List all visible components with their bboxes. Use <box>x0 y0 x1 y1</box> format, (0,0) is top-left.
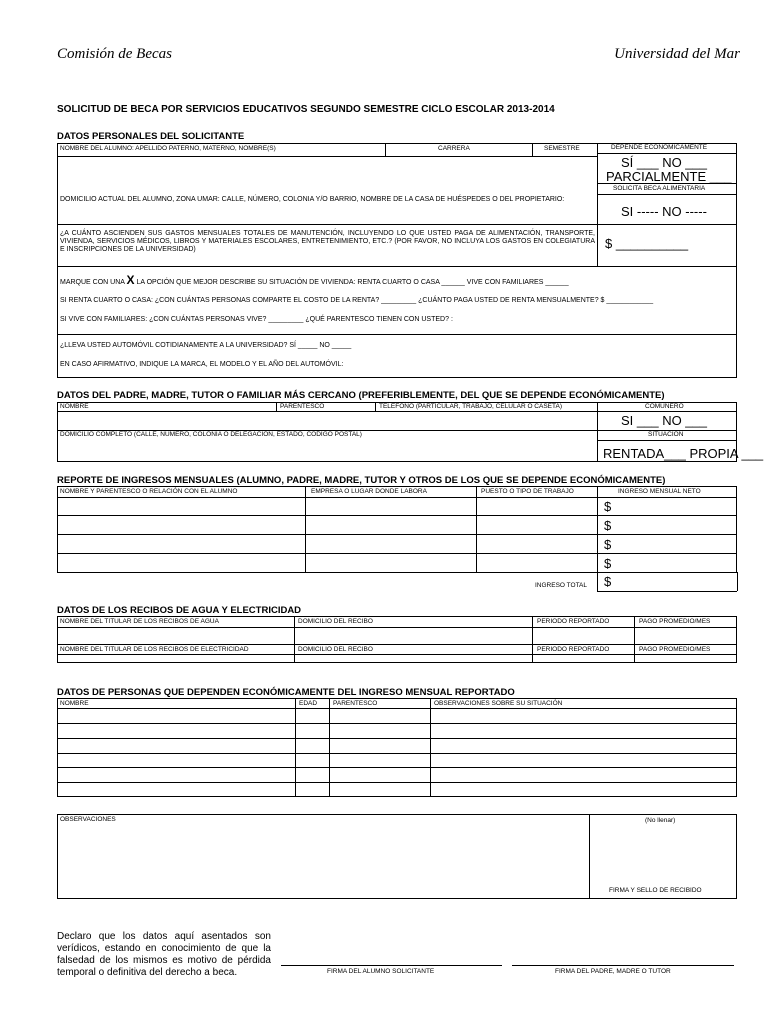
firma-sello-label: FIRMA Y SELLO DE RECIBIDO <box>609 887 702 894</box>
padre-telefono-label: TELEFONO (PARTICULAR, TRABAJO, CELULAR O CASETA) <box>379 403 562 410</box>
section-padre: DATOS DEL PADRE, MADRE, TUTOR O FAMILIAR MÁS CERCANO (PREFERIBLEMENTE, DEL QUE SE DEPENDE ECONÓMICAMENTE) <box>57 390 665 401</box>
firma-padre-label: FIRMA DEL PADRE, MADRE O TUTOR <box>555 968 671 975</box>
padre-domicilio-label: DOMICILIO COMPLETO (CALLE, NÚMERO, COLONIA O DELEGACIÓN, ESTADO, CODIGO POSTAL) <box>60 431 362 438</box>
ingresos-table <box>57 486 737 572</box>
dep-col-edad: EDAD <box>299 700 318 707</box>
agua-titular-label: NOMBRE DEL TITULAR DE LOS RECIBOS DE AGUA <box>60 618 219 625</box>
ingresos-col-nombre: NOMBRE Y PARENTESCO O RELACIÓN CON EL ALUMNO <box>60 488 238 495</box>
ingreso-dollar-4[interactable]: $ <box>604 556 612 571</box>
auto-line: ¿LLEVA USTED AUTOMÓVIL COTIDIANAMENTE A LA UNIVERSIDAD? SÍ _____ NO _____ <box>60 342 352 349</box>
carrera-label: CARRERA <box>438 145 470 152</box>
elec-pago-label: PAGO PROMEDIO/MES <box>639 646 711 653</box>
auto-detalle-line: EN CASO AFIRMATIVO, INDIQUE LA MARCA, EL MODELO Y EL AÑO DEL AUTOMÓVIL: <box>60 361 344 368</box>
header-left: Comisión de Becas <box>57 46 172 62</box>
gastos-amount[interactable]: $ __________ <box>605 236 689 251</box>
ingresos-col-neto: INGRESO MENSUAL NETO <box>618 488 701 495</box>
firma-alumno-label: FIRMA DEL ALUMNO SOLICITANTE <box>327 968 435 975</box>
elec-periodo-label: PERIODO REPORTADO <box>537 646 610 653</box>
comunero-si-no[interactable]: SI ___ NO ___ <box>621 413 707 428</box>
dep-col-parentesco: PARENTESCO <box>333 700 378 707</box>
elec-domicilio-label: DOMICILIO DEL RECIBO <box>298 646 373 653</box>
dep-col-nombre: NOMBRE <box>60 700 89 707</box>
form-title: SOLICITUD DE BECA POR SERVICIOS EDUCATIVOS SEGUNDO SEMESTRE CICLO ESCOLAR 2013-2014 <box>57 104 555 115</box>
depende-label: DEPENDE ECONÓMICAMENTE <box>611 144 708 151</box>
padre-nombre-label: NOMBRE <box>60 403 89 410</box>
nombre-alumno-label: NOMBRE DEL ALUMNO: APELLIDO PATERNO, MATERNO, NOMBRE(S) <box>60 145 276 152</box>
beca-alimentaria-label: SOLICITA BECA ALIMENTARIA <box>613 185 706 192</box>
firma-padre-line[interactable] <box>512 965 734 966</box>
ingreso-dollar-1[interactable]: $ <box>604 499 612 514</box>
declaracion-text: Declaro que los datos aquí asentados son verídicos, estando en conocimiento de que la falsedad de los mismos es motivo de pérdida temporal o definitiva del derecho a beca. <box>57 931 271 978</box>
ingreso-total-dollar[interactable]: $ <box>604 574 612 589</box>
elec-titular-label: NOMBRE DEL TITULAR DE LOS RECIBOS DE ELECTRICIDAD <box>60 646 249 653</box>
ingresos-col-puesto: PUESTO O TIPO DE TRABAJO <box>481 488 574 495</box>
firma-alumno-line[interactable] <box>281 965 502 966</box>
agua-pago-label: PAGO PROMEDIO/MES <box>639 618 711 625</box>
observaciones-label: OBSERVACIONES <box>60 816 116 823</box>
ingresos-col-empresa: EMPRESA O LUGAR DONDE LABORA <box>311 488 427 495</box>
dep-col-observaciones: OBSERVACIONES SOBRE SU SITUACIÓN <box>434 700 563 707</box>
comunero-label: COMUNERO <box>645 403 684 410</box>
ingreso-total-label: INGRESO TOTAL <box>535 582 588 589</box>
situacion-label: SITUACIÓN <box>648 431 684 438</box>
x-mark: X <box>126 273 135 287</box>
padre-parentesco-label: PARENTESCO <box>280 403 325 410</box>
marque-line: MARQUE CON UNA X LA OPCIÓN QUE MEJOR DESCRIBE SU SITUACIÓN DE VIVIENDA: RENTA CUARTO O CASA ______ VIVE CON FAMILIARES ______ <box>60 273 569 287</box>
section-dependientes: DATOS DE PERSONAS QUE DEPENDEN ECONÓMICAMENTE DEL INGRESO MENSUAL REPORTADO <box>57 687 515 698</box>
agua-domicilio-label: DOMICILIO DEL RECIBO <box>298 618 373 625</box>
agua-periodo-label: PERIODO REPORTADO <box>537 618 610 625</box>
header-right: Universidad del Mar <box>614 46 740 62</box>
renta-line: SI RENTA CUARTO O CASA: ¿CON CUÁNTAS PERSONAS COMPARTE EL COSTO DE LA RENTA? _________ ¿CUÁNTO PAGA USTED DE RENTA MENSUALMENTE? $ ____________ <box>60 297 654 304</box>
semestre-label: SEMESTRE <box>544 145 580 152</box>
gastos-label: ¿A CUÁNTO ASCIENDEN SUS GASTOS MENSUALES TOTALES DE MANUTENCIÓN, INCLUYENDO LO QUE USTED PAGA DE ALIMENTACIÓN, TRANSPORTE, VIVIENDA, SERVICIOS MÉDICOS, LIBROS Y MATERIALES ESCOLARES, ENTRETENIMIENTO, ETC.? (POR FAVOR, NO INCLUYA LOS GASTOS EN COLEGIATURA E INSCRIPCIONES DE LA UNIVERSIDAD) <box>60 230 595 253</box>
ingreso-dollar-3[interactable]: $ <box>604 537 612 552</box>
section-recibos: DATOS DE LOS RECIBOS DE AGUA Y ELECTRICIDAD <box>57 605 302 616</box>
depende-si-no[interactable]: SÍ ___ NO ___ <box>621 155 707 170</box>
section-personal: DATOS PERSONALES DEL SOLICITANTE <box>57 131 245 142</box>
section-ingresos: REPORTE DE INGRESOS MENSUALES (ALUMNO, PADRE, MADRE, TUTOR Y OTROS DE LOS QUE SE DEPENDE ECONÓMICAMENTE) <box>57 475 666 486</box>
ingreso-dollar-2[interactable]: $ <box>604 518 612 533</box>
depende-parcial[interactable]: PARCIALMENTE ___ <box>606 169 732 184</box>
beca-alimentaria-si-no[interactable]: SI ----- NO ----- <box>621 204 707 219</box>
situacion-value[interactable]: RENTADA___ PROPIA ___ <box>603 446 764 461</box>
familiares-line: SI VIVE CON FAMILIARES: ¿CON CUÁNTAS PERSONAS VIVE? _________ ¿QUÉ PARENTESCO TIENEN CON USTED? : <box>60 316 453 323</box>
domicilio-alumno-label: DOMICILIO ACTUAL DEL ALUMNO, ZONA UMAR: CALLE, NÚMERO, COLONIA Y/O BARRIO, NOMBRE DE LA CASA DE HUÉSPEDES O DEL PROPIETARIO: <box>60 196 565 203</box>
no-llenar-label: (No llenar) <box>645 817 676 824</box>
